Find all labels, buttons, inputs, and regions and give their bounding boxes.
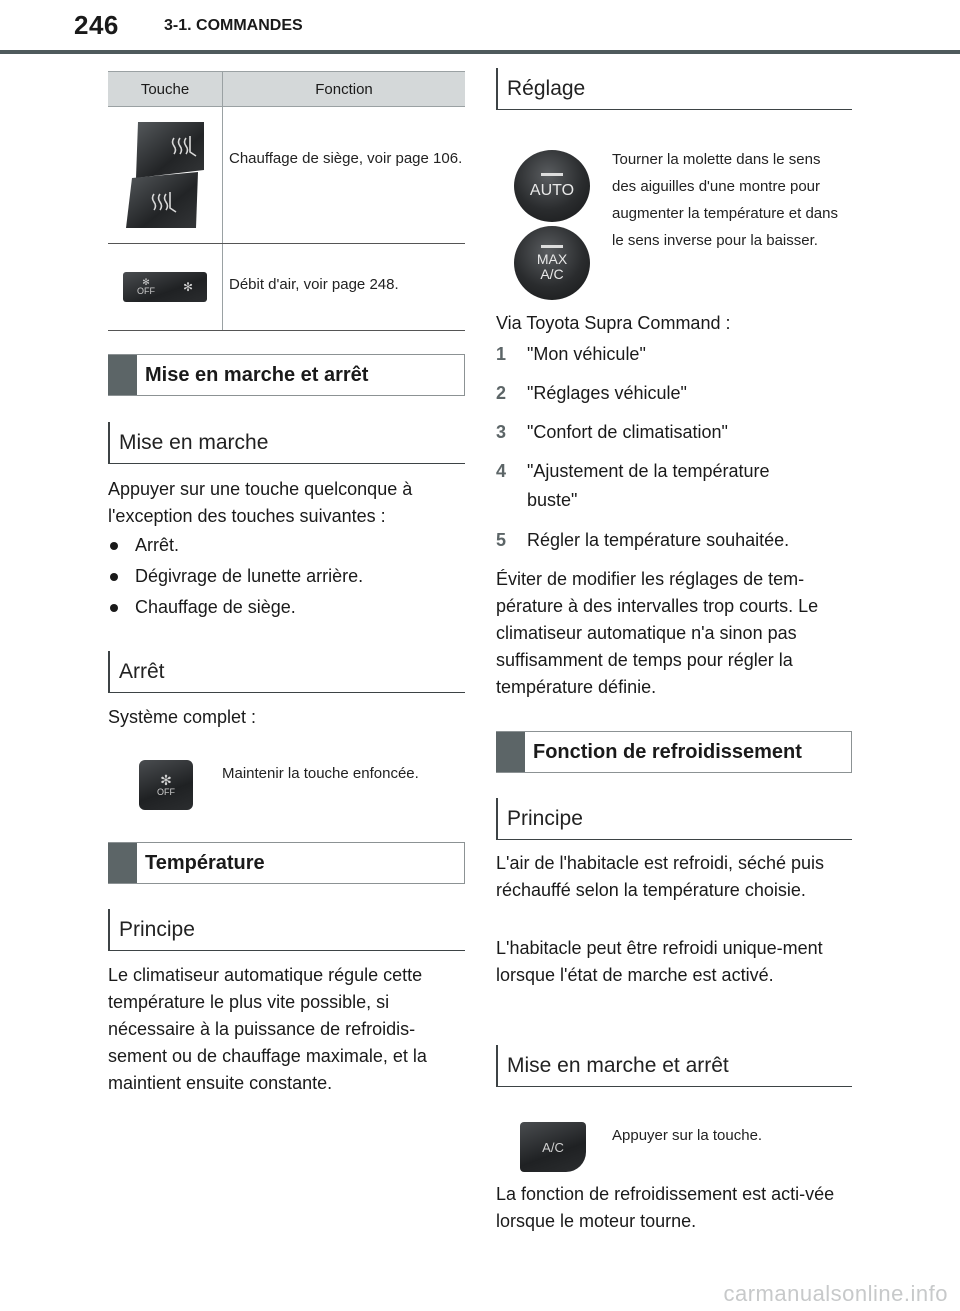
col-function-header: Fonction xyxy=(222,72,465,106)
page-number: 246 xyxy=(74,10,119,40)
para-final: La fonction de refroidissement est acti-vée lorsque le moteur tourne. xyxy=(496,1184,835,1231)
controls-table xyxy=(108,71,465,331)
seat-heating-function: Chauffage de siège, voir page 106. xyxy=(222,107,465,243)
off-button-graphic xyxy=(139,760,193,810)
subheading-on: Mise en marche xyxy=(108,422,465,464)
subheading-onoff-cooling: Mise en marche et arrêt xyxy=(496,1045,852,1087)
subheading-setting: Réglage xyxy=(496,68,852,110)
step-item: 5 Régler la température souhaitée. xyxy=(496,530,790,550)
step-item: 2 "Réglages véhicule" xyxy=(496,383,687,403)
ac-caption: Appuyer sur la touche. xyxy=(612,1127,763,1144)
subheading-principle-cooling: Principe xyxy=(496,798,852,840)
watermark: carmanualsonline.info xyxy=(723,1281,948,1306)
para-cool-2: L'habitacle peut être refroidi unique-ment lorsque l'état de marche est activé. xyxy=(496,938,823,985)
table-header xyxy=(108,71,465,107)
off-label: OFF xyxy=(157,787,175,797)
fan-icon: ✻ xyxy=(160,772,172,788)
max-label: MAX xyxy=(536,250,568,267)
step-item: 1 "Mon véhicule" xyxy=(496,344,646,364)
step-item: 3 "Confort de climatisation" xyxy=(496,422,728,442)
para-principle: Le climatiseur automatique régule cette température le plus vite possible, si nécessaire à la puissance de refroidis-sement ou de chauffage maximale, et la maintient ensuite constante. xyxy=(108,965,427,1093)
para-off: Système complet : xyxy=(108,707,257,727)
off-caption: Maintenir la touche enfoncée. xyxy=(222,765,419,782)
subheading-principle: Principe xyxy=(108,909,465,951)
max-ac-knob xyxy=(514,226,590,300)
list-item: Chauffage de siège. xyxy=(110,594,296,621)
list-item: Dégivrage de lunette arrière. xyxy=(110,563,363,590)
section-on-off: Mise en marche et arrêt xyxy=(108,354,465,396)
para-cool-1: L'air de l'habitacle est refroidi, séché puis réchauffé selon la température choisie. xyxy=(496,853,825,900)
step-item: 4 "Ajustement de la température xyxy=(496,461,770,481)
knob-caption: Tourner la molette dans le sens des aiguilles d'une montre pour augmenter la température et dans le sens inverse pour la baisser. xyxy=(612,151,838,249)
ac-button-graphic xyxy=(520,1122,586,1172)
ac-button-label: A/C xyxy=(542,1139,564,1155)
seat-heating-icon xyxy=(108,107,222,243)
auto-label: AUTO xyxy=(529,181,575,199)
table-row xyxy=(108,107,465,244)
table-row xyxy=(108,244,465,331)
para-on: Appuyer sur une touche quelconque à l'exception des touches suivantes : xyxy=(108,479,413,526)
airflow-button-graphic: ✻ OFF ✻ xyxy=(123,272,207,302)
step-item-continued: buste" xyxy=(527,490,578,510)
fan-icon xyxy=(108,244,222,330)
via-command: Via Toyota Supra Command : xyxy=(496,313,731,333)
subheading-off: Arrêt xyxy=(108,651,465,693)
section-cooling: Fonction de refroidissement xyxy=(496,731,852,773)
chapter-title: 3-1. COMMANDES xyxy=(164,17,303,34)
section-temperature: Température xyxy=(108,842,465,884)
list-item: Arrêt. xyxy=(110,532,179,559)
auto-knob xyxy=(514,150,590,222)
airflow-function: Débit d'air, voir page 248. xyxy=(222,244,465,330)
para-avoid: Éviter de modifier les réglages de tem-pérature à des intervalles trop courts. Le climatiseur automatique n'a sinon pas suffisamment de temps pour régler la température définie. xyxy=(496,569,819,697)
header-rule xyxy=(0,50,960,54)
ac-label: A/C xyxy=(540,265,564,282)
col-key-header: Touche xyxy=(140,80,190,98)
